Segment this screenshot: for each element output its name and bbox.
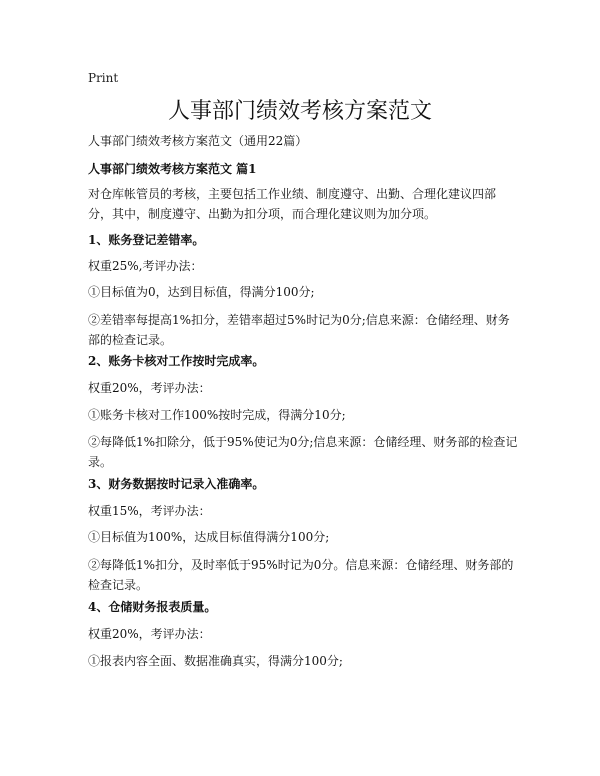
section-4-title: 4、仓储财务报表质量。 (88, 600, 217, 614)
section-4-weight: 权重20%，考评办法： (88, 627, 211, 641)
section-3-item-1: ①目标值为100%，达成目标值得满分100分; (88, 530, 330, 544)
print-label: Print (88, 71, 119, 85)
section-3-item-2: ②每降低1%扣分，及时率低于95%时记为0分。信息来源：仓储经理、财务部的检查记录。 (88, 558, 514, 592)
section-4-item-1: ①报表内容全面、数据准确真实，得满分100分; (88, 654, 343, 668)
document-title: 人事部门绩效考核方案范文 (167, 99, 432, 124)
section-1-item-2: ②差错率每提高1%扣分，差错率超过5%时记为0分;信息来源：仓储经理、财务部的检查记录。 (88, 313, 510, 347)
section-2-item-2: ②每降低1%扣除分，低于95%使记为0分;信息来源：仓储经理、财务部的检查记录。 (88, 435, 518, 469)
section-2-item-1: ①账务卡核对工作100%按时完成，得满分10分; (88, 408, 346, 422)
document-subtitle: 人事部门绩效考核方案范文（通用22篇） (88, 134, 308, 148)
section-2-title: 2、账务卡核对工作按时完成率。 (88, 354, 265, 368)
intro-paragraph: 对仓库帐管员的考核，主要包括工作业绩、制度遵守、出勤、合理化建议四部分，其中，制度遵守、出勤为扣分项，而合理化建议则为加分项。 (88, 187, 497, 221)
article-heading: 人事部门绩效考核方案范文 篇1 (88, 162, 257, 176)
section-3-title: 3、财务数据按时记录入准确率。 (88, 477, 265, 491)
section-1-weight: 权重25%,考评办法： (88, 259, 203, 273)
section-1-item-1: ①目标值为0，达到目标值，得满分100分; (88, 285, 315, 299)
section-2-weight: 权重20%，考评办法： (88, 381, 211, 395)
section-3-weight: 权重15%，考评办法： (88, 504, 211, 518)
section-1-title: 1、账务登记差错率。 (88, 233, 205, 247)
